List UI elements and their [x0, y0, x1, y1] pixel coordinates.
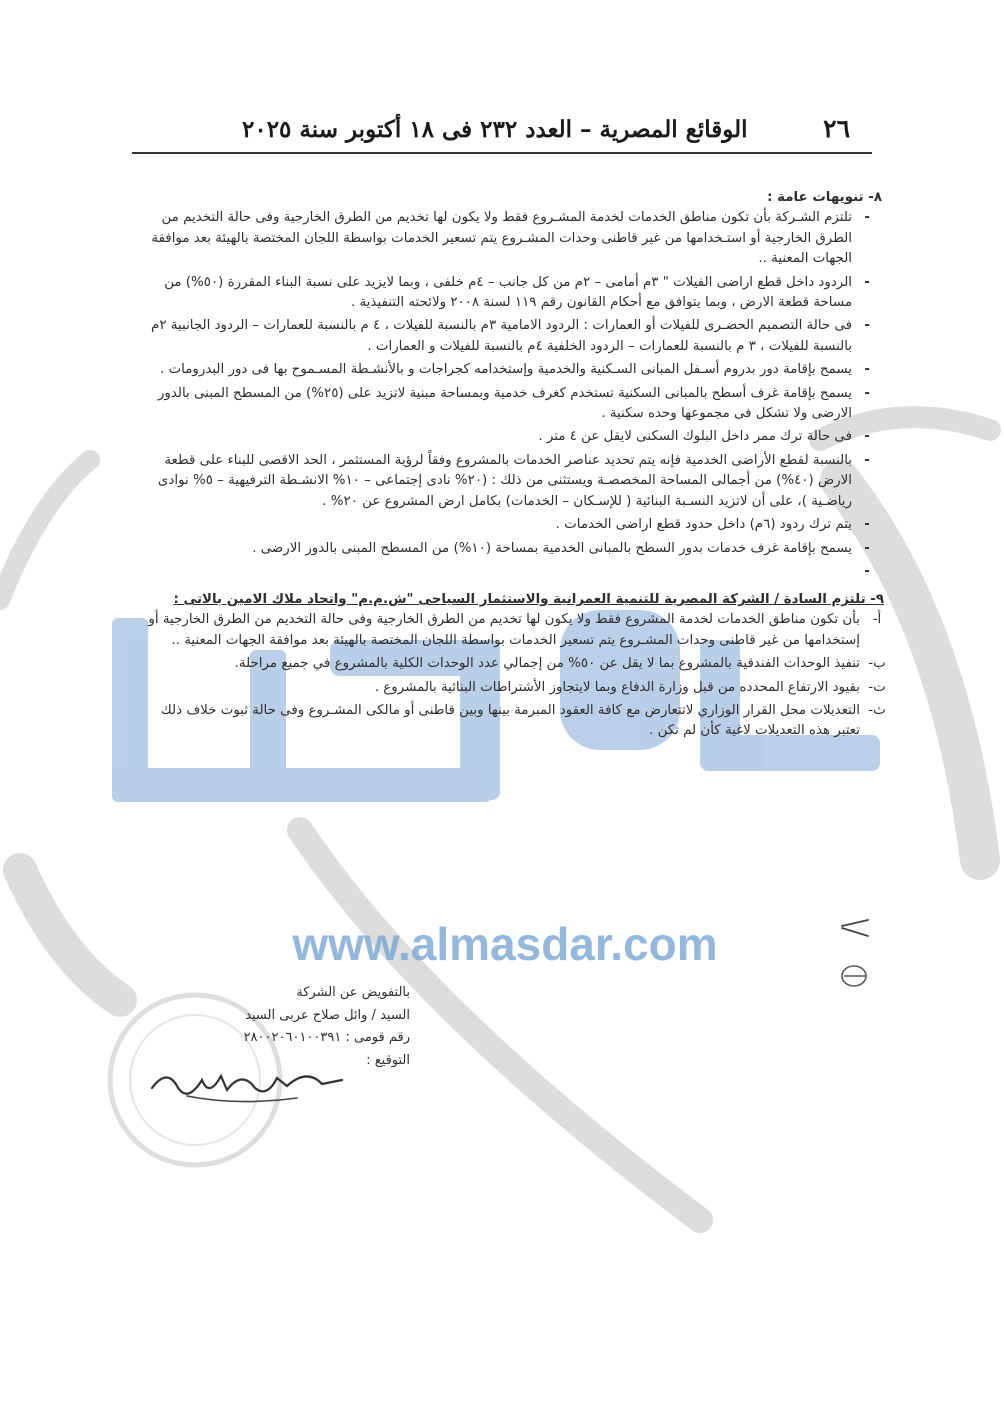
- item-marker: -: [864, 385, 870, 401]
- section-8-item-9: [142, 539, 876, 559]
- item-text: الردود داخل قطع اراضى الفيلات " ٣م أمامى – ٢م من كل جانب – ٤م خلفى ، وبما لايزيد على نسبة البناء المقررة (٥٠%) من مساحة قطعة الارض ، وبما يتوافق مع أحكام القانون رقم ١١٩ لسنة ٢٠٠٨ ولائحته التنفيذية .: [164, 274, 852, 311]
- handwritten-signature: [147, 1058, 347, 1108]
- section-8-item-5: [142, 384, 876, 425]
- section-8-heading: ٨- تنويهات عامة :: [767, 190, 882, 205]
- item-marker: -: [864, 563, 870, 579]
- item-text: فى حالة التصميم الحضـرى للفيلات أو العمارات : الردود الامامية ٣م بالنسبة للفيلات ، ٤ م بالنسبة للعمارات – الردود الجانبية ٢م بالنسبة للفيلات ، ٣ م بالنسبة للعمارات – الردود الخلفية ٤م بالنسبة للفيلات و العمارات .: [151, 318, 852, 354]
- item-text: تلتزم الشـركة بأن تكون مناطق الخدمات لخدمة المشـروع فقط ولا يكون لها تخديم من الطرق الخارجية وفى حالة التخديم من الطرق الخارجية أو استـخدامها من غير قاطنى وحدات المشـروع يتم تسعير الخدمات بواسطة اللجان المختصة بالهيئة بعد موافقة الجهات المعنية ..: [151, 210, 852, 267]
- section-8-item-8: [142, 515, 876, 535]
- watermark-url: www.almasdar.com: [292, 918, 718, 970]
- section-8-item-2: [142, 273, 876, 314]
- section-8-item-1: [142, 208, 876, 269]
- item-marker: -: [864, 540, 870, 556]
- gazette-title: الوقائع المصرية – العدد ٢٣٢ فى ١٨ أكتوبر سنة ٢٠٢٥: [242, 116, 748, 143]
- section-9-item-b: [142, 654, 886, 674]
- item-marker: -: [864, 517, 870, 533]
- signatory-name: السيد / وائل صلاح عربى السيد: [245, 1007, 410, 1023]
- page-number: ٢٦: [823, 114, 850, 143]
- item-text: بأن تكون مناطق الخدمات لخدمة المشروع فقط ولا يكون لها تخديم من الطرق الخارجية وفى حالة التخديم من الطرق الخارجية أو إستخدامها من غير قاطنى وحدات المشـروع يتم تسعير الخدمات بواسطة اللجان المختصة بالهيئة بعد موافقة الجهات المعنية ..: [148, 612, 860, 648]
- section-8-item-3: [142, 316, 876, 357]
- item-marker: -: [864, 274, 870, 290]
- signatory-national-id: رقم قومى : ٢٨٠٠٢٠٦٠١٠٠٣٩١: [243, 1030, 410, 1045]
- page-header: [132, 112, 872, 154]
- item-text: يسمح بإقامة غرف أسطح بالمبانى السكنية تستخدم كغرف خدمية وبمساحة مبنية لاتزيد على (٢٥%) من المسطح المبنى بالدور الارضى ولا تشكل فى مجموعها وحده سكنية .: [157, 385, 852, 422]
- item-marker: ث-: [868, 702, 886, 718]
- margin-initials: [838, 916, 878, 996]
- signature-authorization: بالتفويض عن الشركة: [296, 985, 410, 1000]
- section-8-item-7: [142, 451, 876, 512]
- section-9-item-a: [142, 610, 886, 651]
- item-text: بالنسبة لقطع الأراضى الخدمية فإنه يتم تحديد عناصر الخدمات بالمشروع وفقاً لرؤية المستثمر ، الحد الاقصى للبناء على قطعة الارض (٤٠%) من أجمالى المساحة المخصصـة ويستثنى من ذلك : (٢٠% نادى إجتماعى – ١٠% الانشـطة الترفيهية – ٥% نوادى رياضـية )، على أن لاتزيد النسـبة البنائية ( للإسـكان – الخدمات) بكامل ارض المشروع عن ٢٠% .: [157, 452, 852, 509]
- item-marker: ت-: [868, 679, 886, 695]
- item-marker: ب-: [868, 656, 886, 672]
- item-marker: -: [864, 429, 870, 445]
- signature-label: التوقيع :: [366, 1052, 410, 1068]
- section-9-item-t: [142, 678, 886, 698]
- item-marker: -: [864, 318, 870, 334]
- section-8-item-6: [142, 427, 876, 447]
- item-marker: -: [864, 452, 870, 468]
- section-9-item-th: [142, 701, 886, 742]
- section-8-item-10: [142, 562, 876, 582]
- document-body: [142, 188, 886, 745]
- item-text: يتم ترك ردود (٦م) داخل حدود قطع اراضى الخدمات .: [555, 517, 852, 533]
- item-marker: -: [864, 362, 870, 378]
- item-text: يسمح بإقامة غرف خدمات بدور السطح بالمبانى الخدمية بمساحة (١٠%) من المسطح المبنى بالدور الارضى .: [252, 540, 852, 556]
- item-marker: -: [864, 210, 870, 226]
- item-text: التعديلات محل القرار الوزاري لاتتعارض مع كافة العقود المبرمة بينها وبين قاطنى أو مالكى المشـروع وفى حالة ثبوت خلاف ذلك تعتبر هذه التعديلات لاغية كأن لم تكن .: [160, 702, 860, 739]
- section-8-item-4: [142, 360, 876, 380]
- item-text: بقيود الارتفاع المحدده من قبل وزارة الدفاع وبما لايتجاوز الأشتراطات البنائية بالمشروع .: [374, 679, 860, 695]
- item-marker: أ-: [872, 612, 882, 628]
- item-text: تنفيذ الوحدات الفندقية بالمشروع بما لا يقل عن ٥٠% من إجمالي عدد الوحدات الكلية بالمشروع في جميع مراحلة.: [234, 656, 860, 672]
- item-text: يسمح بإقامة دور بدروم أسـفل المبانى السـكنية والخدمية وإستخدامه كجراجات و بالأنشـطة المسـموح بها فى دور البدرومات .: [160, 362, 852, 378]
- item-text: فى حالة ترك ممر داخل البلوك السكنى لايقل عن ٤ متر .: [538, 429, 852, 445]
- section-9-heading: ٩- تلتزم السادة / الشركة المصرية للتنمية العمرانية والاستثمار السياحى "ش.م.م" واتحاد ملاك الامين بالاتى :: [173, 591, 884, 607]
